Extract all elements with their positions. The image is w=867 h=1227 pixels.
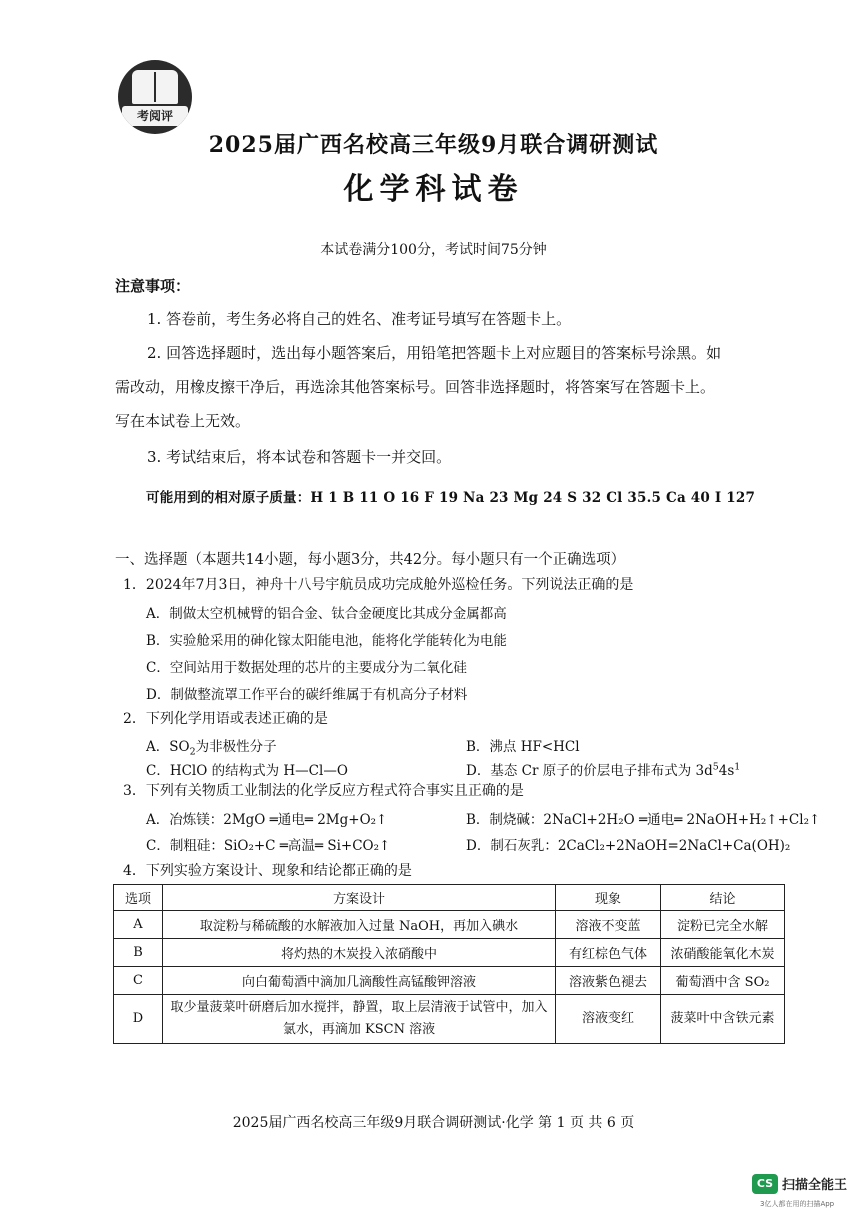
notice-text: 1. 答卷前，考生务必将自己的姓名、准考证号填写在答题卡上。: [147, 310, 572, 328]
table-cell: 淀粉已完全水解: [661, 911, 785, 939]
q1-stem: 1．2024年7月3日，神舟十八号宇航员成功完成舱外巡检任务。下列说法正确的是: [123, 577, 634, 593]
q2-option-c: C．HClO 的结构式为 H—Cl—O: [146, 763, 348, 779]
notice-text: 3. 考试结束后，将本试卷和答题卡一并交回。: [147, 448, 452, 466]
table-header-row: [114, 885, 785, 911]
table-cell: 有红棕色气体: [556, 939, 661, 967]
notice-item-2-end: 写在本试卷上无效。: [115, 412, 251, 430]
table-cell: 溶液不变蓝: [556, 911, 661, 939]
q3-option-a: A．冶炼镁：2MgO ═通电═ 2Mg+O₂↑: [146, 812, 388, 828]
table-row: [114, 995, 785, 1044]
notice-item-1: [115, 302, 815, 336]
q3-stem: 3．下列有关物质工业制法的化学反应方程式符合事实且正确的是: [123, 783, 524, 799]
camscanner-badge-icon: CS: [752, 1174, 778, 1194]
experiment-table: [113, 884, 785, 1044]
table-cell: 将灼热的木炭投入浓硝酸中: [163, 939, 556, 967]
table-header: 现象: [556, 885, 661, 911]
table-cell: A: [114, 911, 163, 939]
table-cell: C: [114, 967, 163, 995]
table-header: 方案设计: [163, 885, 556, 911]
table-cell: 取淀粉与稀硫酸的水解液加入过量 NaOH，再加入碘水: [163, 911, 556, 939]
q3-option-d: D．制石灰乳：2CaCl₂+2NaOH=2NaCl+Ca(OH)₂: [466, 838, 791, 854]
table-cell: B: [114, 939, 163, 967]
table-header: 选项: [114, 885, 163, 911]
table-cell: 浓硝酸能氧化木炭: [661, 939, 785, 967]
exam-title: 2025届广西名校高三年级9月联合调研测试: [208, 132, 659, 158]
page-footer: 2025届广西名校高三年级9月联合调研测试·化学 第 1 页 共 6 页: [232, 1115, 635, 1131]
atomic-masses: 可能用到的相对原子质量：H 1 B 11 O 16 F 19 Na 23 Mg 24 S 32 Cl 35.5 Ca 40 I 127: [146, 490, 756, 506]
q1-option-c: C．空间站用于数据处理的芯片的主要成分为二氧化硅: [146, 660, 467, 676]
q4-stem: 4．下列实验方案设计、现象和结论都正确的是: [123, 863, 412, 879]
q2-option-a: A．$SO_2$为非极性分子: [146, 739, 277, 758]
q1-option-a: A．制做太空机械臂的铝合金、钛合金硬度比其成分金属都高: [146, 606, 507, 622]
camscanner-tagline: 3亿人都在用的扫描App: [760, 1200, 835, 1208]
q2-option-d: D．基态 Cr 原子的价层电子排布式为 $3d^54s^1$: [466, 761, 741, 779]
camscanner-name: 扫描全能王: [782, 1178, 848, 1193]
notice-item-2-cont: 需改动，用橡皮擦干净后，再选涂其他答案标号。回答非选择题时，将答案写在答题卡上。: [115, 378, 716, 396]
q1-option-b: B．实验舱采用的砷化镓太阳能电池，能将化学能转化为电能: [146, 633, 507, 649]
notice-item-3: [115, 440, 815, 474]
table-row: [114, 967, 785, 995]
notice-item-2: [115, 336, 815, 370]
table-cell: 溶液紫色褪去: [556, 967, 661, 995]
notice-text: 2. 回答选择题时，选出每小题答案后，用铅笔把答题卡上对应题目的答案标号涂黑。如: [147, 344, 722, 362]
table-cell: 溶液变红: [556, 995, 661, 1044]
notice-heading: 注意事项：: [115, 277, 191, 295]
q2-stem: 2．下列化学用语或表述正确的是: [123, 711, 328, 727]
q1-option-d: D．制做整流罩工作平台的碳纤维属于有机高分子材料: [146, 687, 468, 703]
q2-option-b: B．沸点 HF<HCl: [466, 739, 580, 755]
logo-text: 考阅评: [122, 106, 188, 126]
subject-title: 化学科试卷: [343, 172, 524, 207]
table-header: 结论: [661, 885, 785, 911]
section-heading: 一、选择题（本题共14小题，每小题3分，共42分。每小题只有一个正确选项）: [115, 552, 626, 568]
table-cell: 向白葡萄酒中滴加几滴酸性高锰酸钾溶液: [163, 967, 556, 995]
book-icon: [132, 70, 178, 104]
q3-option-c: C．制粗硅：SiO₂+C ═高温═ Si+CO₂↑: [146, 838, 391, 854]
table-cell: D: [114, 995, 163, 1044]
exam-info: 本试卷满分100分，考试时间75分钟: [320, 242, 547, 258]
q3-option-b: B．制烧碱：2NaCl+2H₂O ═通电═ 2NaOH+H₂↑+Cl₂↑: [466, 812, 821, 828]
table-cell: 菠菜叶中含铁元素: [661, 995, 785, 1044]
table-cell: 葡萄酒中含 SO₂: [661, 967, 785, 995]
table-row: [114, 911, 785, 939]
table-cell: 取少量菠菜叶研磨后加水搅拌，静置，取上层清液于试管中，加入氯水，再滴加 KSCN 溶液: [163, 995, 556, 1044]
table-row: [114, 939, 785, 967]
exam-logo: [118, 60, 192, 134]
